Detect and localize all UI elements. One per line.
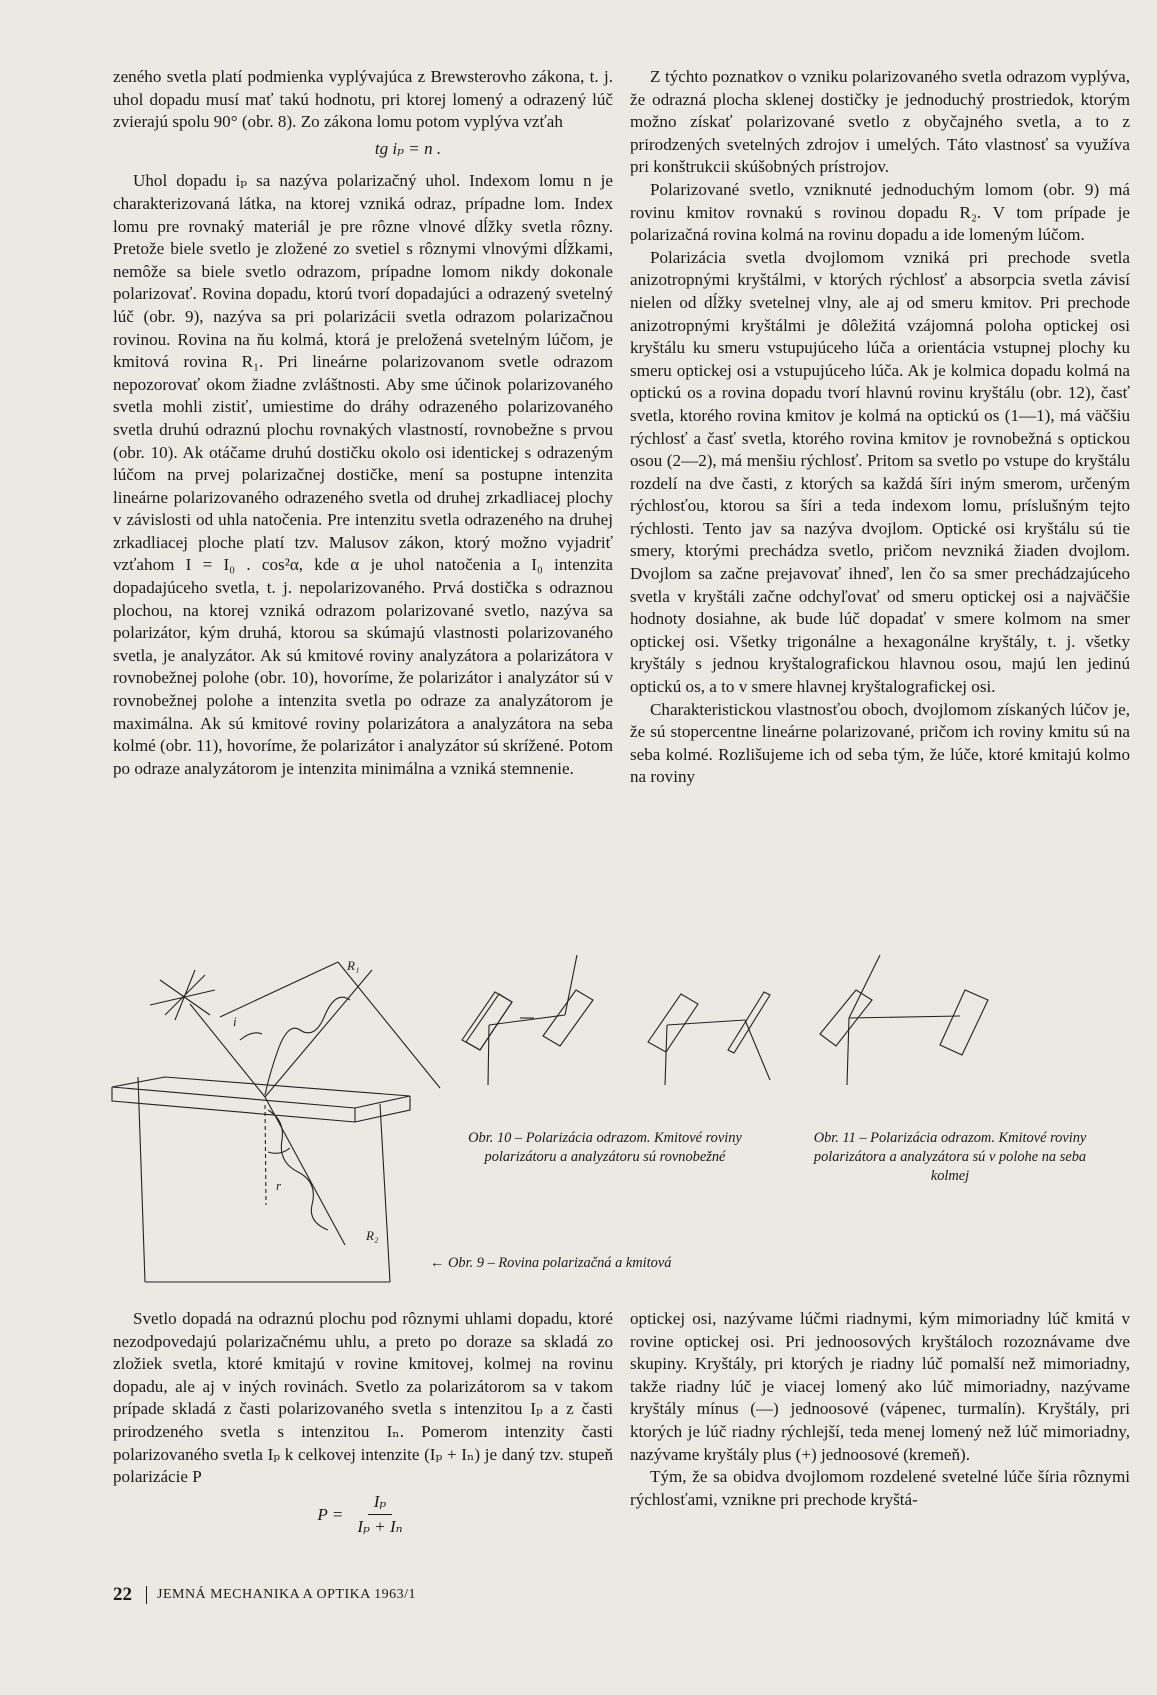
paragraph: Charakteristickou vlastnosťou oboch, dvojlomom získaných lúčov je, že sú stopercentne lineárne polarizované, pričom ich roviny kmitu sú na seba kolmé. Rozlišujeme ich od seba tým, že lúče, ktoré kmitajú kolmo na roviny: [630, 699, 1130, 787]
formula-numerator: Iₚ: [368, 1491, 393, 1516]
ray: [745, 1020, 770, 1080]
plane-left-edge: [138, 1077, 145, 1282]
caption-fig-11: Obr. 11 – Polarizácia odrazom. Kmitové roviny polarizátora a analyzátora sú v polohe na seba kolmej: [813, 1130, 1087, 1184]
angle-arc-i: [240, 1033, 262, 1040]
text-column-right-bottom: [630, 1308, 1130, 1511]
page-footer: [113, 1584, 416, 1606]
paragraph: Polarizácia svetla dvojlomom vzniká pri prechode svetla anizotropnými kryštálmi, v ktorých rýchlosť a absorpcia svetla závisí nielen od dĺžky svetelnej vlny, ale aj od smeru kmitov. Pri prechode anizotropnými kryštálmi je dôležitá vzájomná poloha optickej osi kryštálu ku smeru vstupujúceho lúča a orientácia vstupnej plochy ku smeru optickej osi a vstupujúceho lúča. Ak je kolmica dopadu kolmá na optickú os a rovina dopadu tvorí hlavnú rovinu kryštálu (obr. 12), časť svetla, ktorého rovina kmitov je kolmá na optickú os (1—1), má väčšiu rýchlosť a časť svetla, ktorého rovina kmitov je rovnobežná s optickou osou (2—2), má menšiu rýchlosť. Pritom sa svetlo po vstupe do kryštálu rozdelí na dve časti, z ktorých sa každá šíri iným smerom, určeným rýchlosťou, ktorou sa šíri a teda indexom lomu, príslušným tejto rýchlosti. Tento jav sa nazýva dvojlom. Optické osi kryštálu sú tie smery, ktorými prechádza svetlo, pričom nevzniká žiaden dvojlom. Dvojlom sa začne prejavovať ihneď, len čo sa smer prechádzajúceho svetla v kryštáli začne odchyľovať od smeru optickej osi a najväčšie hodnoty dosiahne, ak bude lúč dopadať v smere kolmom na smer optickej osi. Všetky trigonálne a hexagonálne kryštály, t. j. všetky kryštály s jednou kryštalografickou hlavnou osou, majú len jedinú optickú os, a to v smere hlavnej kryštalografickej osi.: [630, 247, 1130, 697]
paragraph: Polarizované svetlo, vzniknuté jednoduchým lomom (obr. 9) má rovinu kmitov rovnakú s rovinou dopadu R₂. V tom prípade je polarizačná rovina kolmá na rovinu dopadu a ide lomeným lúčom.: [630, 179, 1130, 245]
refracted-wave: [268, 1110, 328, 1230]
label-i: i: [233, 1014, 237, 1029]
paragraph: Z týchto poznatkov o vzniku polarizovaného svetla odrazom vyplýva, že odrazná plocha sklenej dostičky je jednoduchý prostriedok, ktorým možno získať polarizované svetlo z obyčajného svetla, a to z prirodzených svetelných zdrojov i umelých. Táto vlastnosť sa využíva pri konštrukcii skúšobných prístrojov.: [630, 67, 1130, 177]
paragraph: Tým, že sa obidva dvojlomom rozdelené svetelné lúče šíria rôznymi rýchlosťami, vznikne pri prechode kryštá-: [630, 1467, 1130, 1509]
plane-right-edge: [380, 1104, 390, 1282]
label-r2: R₂: [366, 1228, 379, 1243]
ray: [849, 955, 880, 1018]
formula-polarization-degree: [113, 1491, 613, 1539]
formula-denominator: Iₚ + Iₙ: [357, 1517, 403, 1537]
paragraph: optickej osi, nazývame lúčmi riadnymi, kým mimoriadny lúč kmitá v rovine optickej osi. Pri jednoosových kryštáloch rozoznávame dve skupiny. Kryštály, pri ktorých je riadny lúč pomalší než mimoriadny, takže riadny lúč je viacej lomený ako lúč mimoriadny, nazývame kryštály mínus (—) jednoosové (vápenec, turmalín). Kryštály, pri ktorých je lúč riadny rýchlejší, teda menej lomený než lúč mimoriadny, nazývame kryštály plus (+) jednoosové (kremeň).: [630, 1309, 1130, 1464]
ray: [667, 1020, 745, 1025]
ray: [849, 1016, 960, 1018]
paragraph: zeného svetla platí podmienka vyplývajúca z Brewsterovho zákona, t. j. uhol dopadu musí mať takú hodnotu, pri ktorej lomený a odrazený lúč zvierajú spolu 90° (obr. 8). Zo zákona lomu potom vyplýva vzťah: [113, 67, 613, 132]
formula-tg: tg iₚ = n .: [374, 138, 442, 158]
ray: [847, 1018, 849, 1085]
paragraph: Svetlo dopadá na odraznú plochu pod rôznymi uhlami dopadu, ktoré nezodpovedajú polarizačnému uhlu, a preto po doraze sa skladá zo zložiek svetla, ktoré kmitajú v rovine kmitovej, kolmej na rovinu dopadu, ale aj v iných rovinách. Svetlo za polarizátorom sa v takom prípade skladá z časti polarizovaného svetla s intenzitou Iₚ a z časti prirodzeného svetla s intenzitou Iₙ. Pomerom intenzity časti polarizovaného svetla Iₚ k celkovej intenzite (Iₚ + Iₙ) je daný tzv. stupeň polarizácie P: [113, 1309, 613, 1487]
ray: [665, 1025, 667, 1085]
vibration-arrow: [165, 975, 205, 1015]
ray: [565, 955, 577, 1015]
incident-ray: [190, 1004, 265, 1097]
formula-lhs: P =: [317, 1504, 344, 1524]
label-r1: R₁: [347, 958, 360, 973]
analyzer-plate: [728, 992, 770, 1053]
angle-arc-r: [268, 1148, 290, 1153]
page-number: 22: [113, 1584, 132, 1605]
analyzer-plate: [940, 990, 988, 1055]
oscillation-plane-edge: [220, 962, 338, 1017]
journal-name: JEMNÁ MECHANIKA A OPTIKA 1963/1: [157, 1587, 416, 1602]
text-column-left-bottom: [113, 1308, 613, 1539]
polarizer-plate: [462, 992, 512, 1050]
refracted-ray: [265, 1097, 345, 1245]
oscillation-plane-edge: [338, 962, 440, 1088]
label-r: r: [276, 1178, 282, 1193]
caption-fig-10: Obr. 10 – Polarizácia odrazom. Kmitové roviny polarizátoru a analyzátoru sú rovnobežné: [468, 1130, 742, 1165]
vibration-arrow: [160, 980, 210, 1015]
figure-10: [462, 955, 593, 1085]
ray: [488, 1025, 489, 1085]
paragraph: Uhol dopadu iₚ sa nazýva polarizačný uhol. Indexom lomu n je charakterizovaná látka, na ktorej vzniká odraz, prípadne lom. Index lomu pre rovnaký materiál je pre rôzne vlnové dĺžky svetla rôzny. Pretože biele svetlo je zložené zo svetiel s rôznymi vlnovými dĺžkami, nemôže sa biele svetlo odrazom, prípadne lomom nikdy dokonale polarizovať. Rovina dopadu, ktorú tvorí dopadajúci a odrazený svetelný lúč (obr. 9), nazýva sa pri polarizácii svetla odrazom polarizačnou rovinou. Rovina na ňu kolmá, ktorá je preložená svetelným lúčom, je kmitová rovina R₁. Pri lineárne polarizovanom svetle odrazom nepozorovať okom žiadne zvláštnosti. Aby sme účinok polarizovaného svetla mohli zistiť, umiestime do dráhy odrazeného polarizovaného svetla druhú odraznú plochu rovnakých vlastností, rovnobežne s prvou (obr. 10). Ak otáčame druhú dostičku okolo osi identickej s odrazeným lúčom na prvej polarizačnej dostičke, mení sa postupne intenzita lineárne polarizovaného odrazeného svetla od druhej zrkadliacej plochy v závislosti od uhla natočenia. Pre intenzitu svetla odrazeného na druhej zrkadliacej ploche platí tzv. Malusov zákon, ktorý možno vyjadriť vzťahom I = I₀ . cos²α, kde α je uhol natočenia a I₀ intenzita dopadajúceho svetla, t. j. nepolarizovaného. Prvá dostička s odraznou plochou, na ktorej vzniká odrazom polarizované svetlo, nazýva sa polarizátor, kým druhá, ktorou sa skúmajú vlastnosti polarizovaného svetla, je analyzátor. Ak sú kmitové roviny analyzátora a polarizátora v rovnobežnej polohe (obr. 10), hovoríme, že polarizátor i analyzátor sú v rovnobežnej polohe a intenzita svetla po odraze za analyzátorom je maximálna. Ak sú kmitové roviny polarizátora a analyzátora na seba kolmé (obr. 11), hovoríme, že polarizátor i analyzátor sú skrížené. Potom po odraze analyzátorom je intenzita minimálna a vzniká stemnenie.: [113, 171, 613, 778]
figure-11: [648, 955, 988, 1085]
footer-divider: [146, 1586, 147, 1604]
caption-fig-9: ← Obr. 9 – Rovina polarizačná a kmitová: [430, 1255, 672, 1271]
normal-line: [265, 1105, 266, 1205]
figure-9: [112, 962, 440, 1282]
